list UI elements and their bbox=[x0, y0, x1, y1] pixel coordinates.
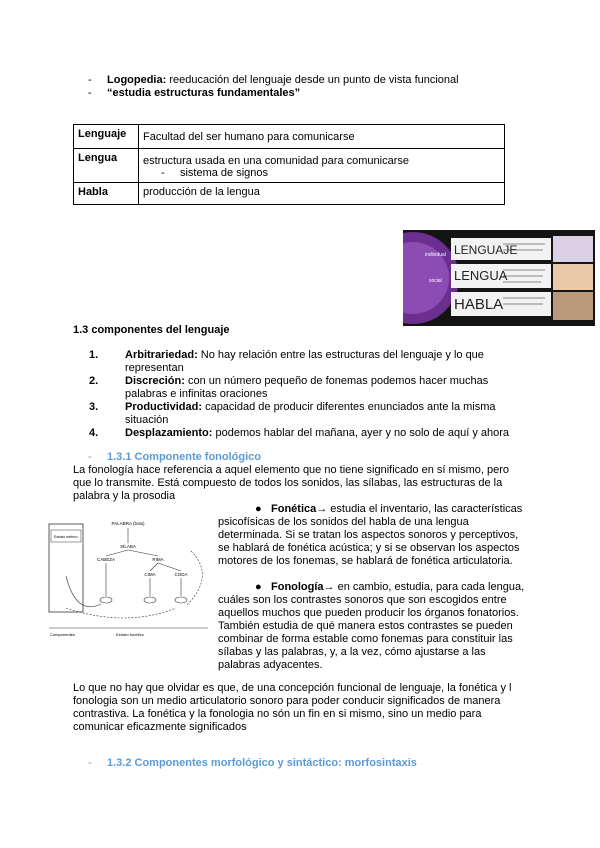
bullet-term: “estudia estructuras fundamentales” bbox=[107, 87, 301, 99]
heading-text: 1.3.2 Componentes morfológico y sintáctico: morfosintaxis bbox=[107, 757, 417, 769]
fonetica-text: estudia el inventario, las características psicofísicas de los sonidos del habla de una lengua determinada. Si se tratan los aspectos sonoros y perceptivos, se hablará de fonética acústica; y si se observan los aspectos motores de los fonemas, se hablará de fonética articulatoria. bbox=[218, 503, 523, 567]
list-number: 4. bbox=[89, 427, 99, 439]
bullet-dash: - bbox=[88, 87, 92, 99]
table-term: Lenguaje bbox=[74, 125, 139, 149]
bullet-marker: ● bbox=[255, 503, 262, 515]
list-term: Arbitrariedad: bbox=[125, 349, 198, 361]
bullet-text: reeducación del lenguaje desde un punto de vista funcional bbox=[166, 74, 459, 86]
fonologia-term: Fonología→ bbox=[271, 581, 335, 593]
list-text: No hay relación entre las estructuras del lenguaje y lo que representan bbox=[125, 349, 484, 374]
bullet-estudia bbox=[88, 87, 301, 100]
definition-subitem-text: sistema de signos bbox=[179, 167, 268, 179]
section-heading-1-3-1 bbox=[88, 451, 262, 464]
thumb-side-label: individual bbox=[425, 252, 446, 258]
definition-text: estructura usada en una comunidad para comunicarse bbox=[143, 155, 409, 167]
list-number: 2. bbox=[89, 375, 99, 387]
list-item bbox=[73, 349, 513, 375]
diagram-label: RIMA bbox=[152, 557, 164, 562]
table-definition bbox=[139, 183, 505, 205]
table-definition bbox=[139, 149, 505, 183]
list-item bbox=[73, 375, 513, 401]
list-item bbox=[73, 401, 513, 427]
list-number: 3. bbox=[89, 401, 99, 413]
definition-subitem: - sistema de signos bbox=[161, 167, 268, 179]
heading-text: 1.3.1 Componente fonológico bbox=[107, 451, 262, 463]
thumbnail-graphic bbox=[403, 230, 595, 326]
bullet-term: Logopedia: bbox=[107, 74, 167, 86]
definition-text: Facultad del ser humano para comunicarse bbox=[143, 131, 355, 143]
diagram-label: SÍLABA bbox=[120, 544, 136, 549]
diagram-label: CODA bbox=[174, 572, 188, 577]
closing-paragraph: Lo que no hay que olvidar es que, de una concepción funcional de lenguaje, la fonética y l fonologia son un medio articulatorio sonoro para poder conducir significados de manera contrastiva. La fonética y la fonologia no són un fin en si mismo, sino un medio para comunicar eficazmente significados bbox=[73, 682, 512, 733]
diagram-label: Estrato fonético bbox=[116, 632, 144, 637]
components-list bbox=[73, 349, 513, 440]
bullet-logopedia bbox=[88, 74, 459, 87]
diagram-label: Componentes bbox=[50, 632, 75, 637]
section-heading-1-3-2 bbox=[88, 757, 417, 770]
list-term: Productividad: bbox=[125, 401, 203, 413]
table-row bbox=[74, 149, 505, 183]
fonetica-term: Fonética→ bbox=[271, 503, 328, 515]
definition-text: producción de la lengua bbox=[143, 186, 260, 198]
table-term: Lengua bbox=[74, 149, 139, 183]
diagram-label: Estrato métrico bbox=[54, 535, 78, 539]
bullet-dash: - bbox=[88, 74, 92, 86]
thumb-side-label: social bbox=[429, 278, 442, 284]
diagram-label: CIMA bbox=[144, 572, 156, 577]
heading-dash: - bbox=[88, 451, 92, 463]
section-heading-1-3: 1.3 componentes del lenguaje bbox=[73, 324, 230, 336]
table-row bbox=[74, 125, 505, 149]
bullet-marker: ● bbox=[255, 581, 262, 593]
fonologia-text: en cambio, estudia, para cada lengua, cuáles son los contrastes sonoros que son escogidos entre aquellos muchos que pueden producir los órganos fonatorios. También estudia de qué manera estos contrastes se pueden combinar de forma estable como fonemas para constituir las sílabas y las palabras, y, a la vez, cómo ajustarse a las palabras adyacentes. bbox=[218, 581, 525, 671]
diagram-label: PALABRA (bola) bbox=[111, 521, 145, 526]
definitions-table bbox=[73, 124, 505, 205]
syllable-structure-diagram bbox=[46, 516, 211, 641]
thumb-word: HABLA bbox=[454, 296, 504, 313]
table-definition bbox=[139, 125, 505, 149]
table-term: Habla bbox=[74, 183, 139, 205]
fonologia-paragraph bbox=[218, 581, 526, 672]
heading-dash: - bbox=[88, 757, 92, 769]
list-term: Desplazamiento: bbox=[125, 427, 213, 439]
thumb-word: LENGUAJE bbox=[454, 243, 518, 257]
list-text: capacidad de producir diferentes enunciados ante la misma situación bbox=[125, 401, 496, 426]
thumb-word: LENGUA bbox=[454, 268, 508, 283]
list-text: con un número pequeño de fonemas podemos hacer muchas palabras e infinitas oraciones bbox=[125, 375, 489, 400]
fonetica-paragraph bbox=[218, 503, 526, 568]
list-number: 1. bbox=[89, 349, 99, 361]
table-row bbox=[74, 183, 505, 205]
list-item bbox=[73, 427, 513, 440]
diagram-label: CABEZA bbox=[96, 557, 116, 562]
fonologia-intro: La fonología hace referencia a aquel elemento que no tiene significado en sí mismo, pero que lo transmite. Está compuesto de todos los sonidos, las sílabas, las estructuras de la palabra y la prosodia bbox=[73, 464, 510, 502]
diagram-graphic bbox=[46, 516, 211, 641]
list-term: Discreción: bbox=[125, 375, 185, 387]
lenguaje-lengua-habla-image bbox=[403, 230, 595, 326]
list-text: podemos hablar del mañana, ayer y no solo de aquí y ahora bbox=[212, 427, 510, 439]
